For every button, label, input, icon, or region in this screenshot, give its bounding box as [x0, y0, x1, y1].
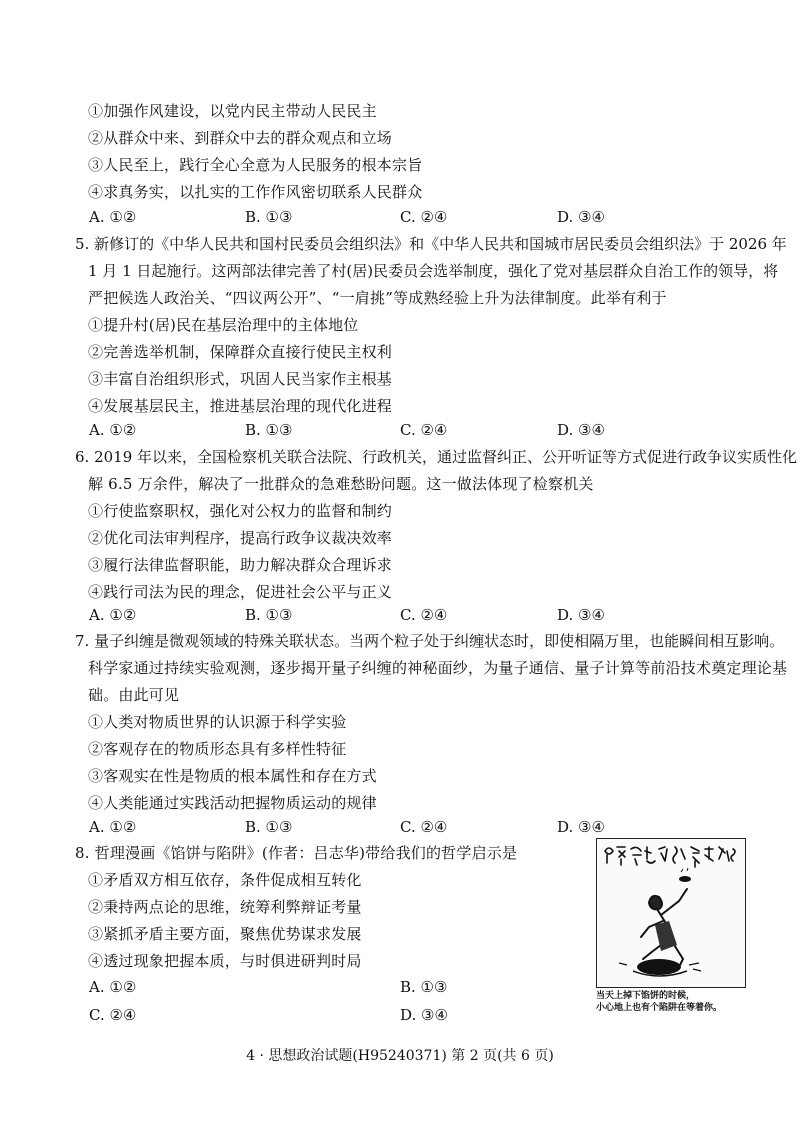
- q8-stem: 8. 哲理漫画《馅饼与陷阱》(作者：吕志华)带给我们的哲学启示是: [75, 844, 518, 862]
- q6-stem-line-1: 6. 2019 年以来，全国检察机关联合法院、行政机关，通过监督纠正、公开听证等方式促进行政争议实质性化: [75, 448, 798, 466]
- q4-choice-b: B. ①③: [245, 208, 293, 226]
- q6-option-4: ④践行司法为民的理念，促进社会公平与正义: [88, 583, 393, 601]
- q5-choice-d: D. ③④: [557, 421, 605, 439]
- q7-option-2: ②客观存在的物质形态具有多样性特征: [88, 740, 347, 758]
- q7-stem-line-2: 科学家通过持续实验观测，逐步揭开量子纠缠的神秘面纱，为量子通信、量子计算等前沿技术奠定理论基: [88, 659, 788, 677]
- q6-choice-c: C. ②④: [400, 606, 448, 624]
- q6-choice-a: A. ①②: [89, 606, 137, 624]
- q6-stem-line-2: 解 6.5 万余件，解决了一批群众的急难愁盼问题。这一做法体现了检察机关: [88, 475, 594, 493]
- q7-choice-d: D. ③④: [557, 818, 605, 836]
- q5-choice-c: C. ②④: [400, 421, 448, 439]
- q5-stem-line-2: 1 月 1 日起施行。这两部法律完善了村(居)民委员会选举制度，强化了党对基层群众自治工作的领导，将: [88, 262, 779, 280]
- q8-choice-a: A. ①②: [89, 978, 137, 996]
- q7-stem-line-3: 础。由此可见: [88, 686, 180, 704]
- q4-choice-c: C. ②④: [400, 208, 448, 226]
- q8-option-1: ①矛盾双方相互依存，条件促成相互转化: [88, 871, 362, 889]
- q7-stem-line-1: 7. 量子纠缠是微观领域的特殊关联状态。当两个粒子处于纠缠状态时，即使相隔万里，也能瞬间相互影响。: [75, 632, 785, 650]
- q6-choice-d: D. ③④: [557, 606, 605, 624]
- q5-option-2: ②完善选举机制，保障群众直接行使民主权利: [88, 343, 393, 361]
- q7-choice-b: B. ①③: [245, 818, 293, 836]
- q4-option-2: ②从群众中来、到群众中去的群众观点和立场: [88, 129, 393, 147]
- q8-option-3: ③紧抓矛盾主要方面，聚焦优势谋求发展: [88, 925, 362, 943]
- q6-option-3: ③履行法律监督职能，助力解决群众合理诉求: [88, 556, 393, 574]
- q6-choice-b: B. ①③: [245, 606, 293, 624]
- q5-choice-b: B. ①③: [245, 421, 293, 439]
- q8-choice-b: B. ①③: [400, 978, 448, 996]
- q4-choice-a: A. ①②: [89, 208, 137, 226]
- q4-option-1: ①加强作风建设，以党内民主带动人民民主: [88, 102, 377, 120]
- q7-choice-c: C. ②④: [400, 818, 448, 836]
- q5-choice-a: A. ①②: [89, 421, 137, 439]
- q5-option-1: ①提升村(居)民在基层治理中的主体地位: [88, 316, 359, 334]
- q8-choice-d: D. ③④: [400, 1006, 448, 1024]
- q7-option-3: ③客观实在性是物质的根本属性和存在方式: [88, 767, 377, 785]
- q6-option-2: ②优化司法审判程序，提高行政争议裁决效率: [88, 529, 393, 547]
- q8-option-4: ④透过现象把握本质，与时俱进研判时局: [88, 952, 362, 970]
- cartoon-caption-line-1: 当天上掉下馅饼的时候，: [596, 991, 696, 1001]
- q5-option-4: ④发展基层民主，推进基层治理的现代化进程: [88, 397, 393, 415]
- q7-option-1: ①人类对物质世界的认识源于科学实验: [88, 713, 347, 731]
- q4-option-3: ③人民至上，践行全心全意为人民服务的根本宗旨: [88, 156, 423, 174]
- q7-option-4: ④人类能通过实践活动把握物质运动的规律: [88, 794, 377, 812]
- q5-stem-line-3: 严把候选人政治关、“四议两公开”、“一肩挑”等成熟经验上升为法律制度。此举有利于: [88, 289, 667, 307]
- page-footer: 4 · 思想政治试题(H95240371) 第 2 页(共 6 页): [246, 1048, 554, 1064]
- q5-stem-line-1: 5. 新修订的《中华人民共和国村民委员会组织法》和《中华人民共和国城市居民委员会组织法》于 2026 年: [75, 235, 787, 253]
- q5-option-3: ③丰富自治组织形式，巩固人民当家作主根基: [88, 370, 393, 388]
- cartoon-caption-line-2: 小心地上也有个陷阱在等着你。: [596, 1003, 723, 1013]
- q8-choice-c: C. ②④: [89, 1006, 137, 1024]
- q7-choice-a: A. ①②: [89, 818, 137, 836]
- cartoon-drawing: [597, 839, 744, 986]
- q4-option-4: ④求真务实，以扎实的工作作风密切联系人民群众: [88, 183, 423, 201]
- q4-choice-d: D. ③④: [557, 208, 605, 226]
- cartoon-illustration: [596, 838, 746, 988]
- q8-option-2: ②秉持两点论的思维，统筹利弊辩证考量: [88, 898, 362, 916]
- q6-option-1: ①行使监察职权，强化对公权力的监督和制约: [88, 502, 393, 520]
